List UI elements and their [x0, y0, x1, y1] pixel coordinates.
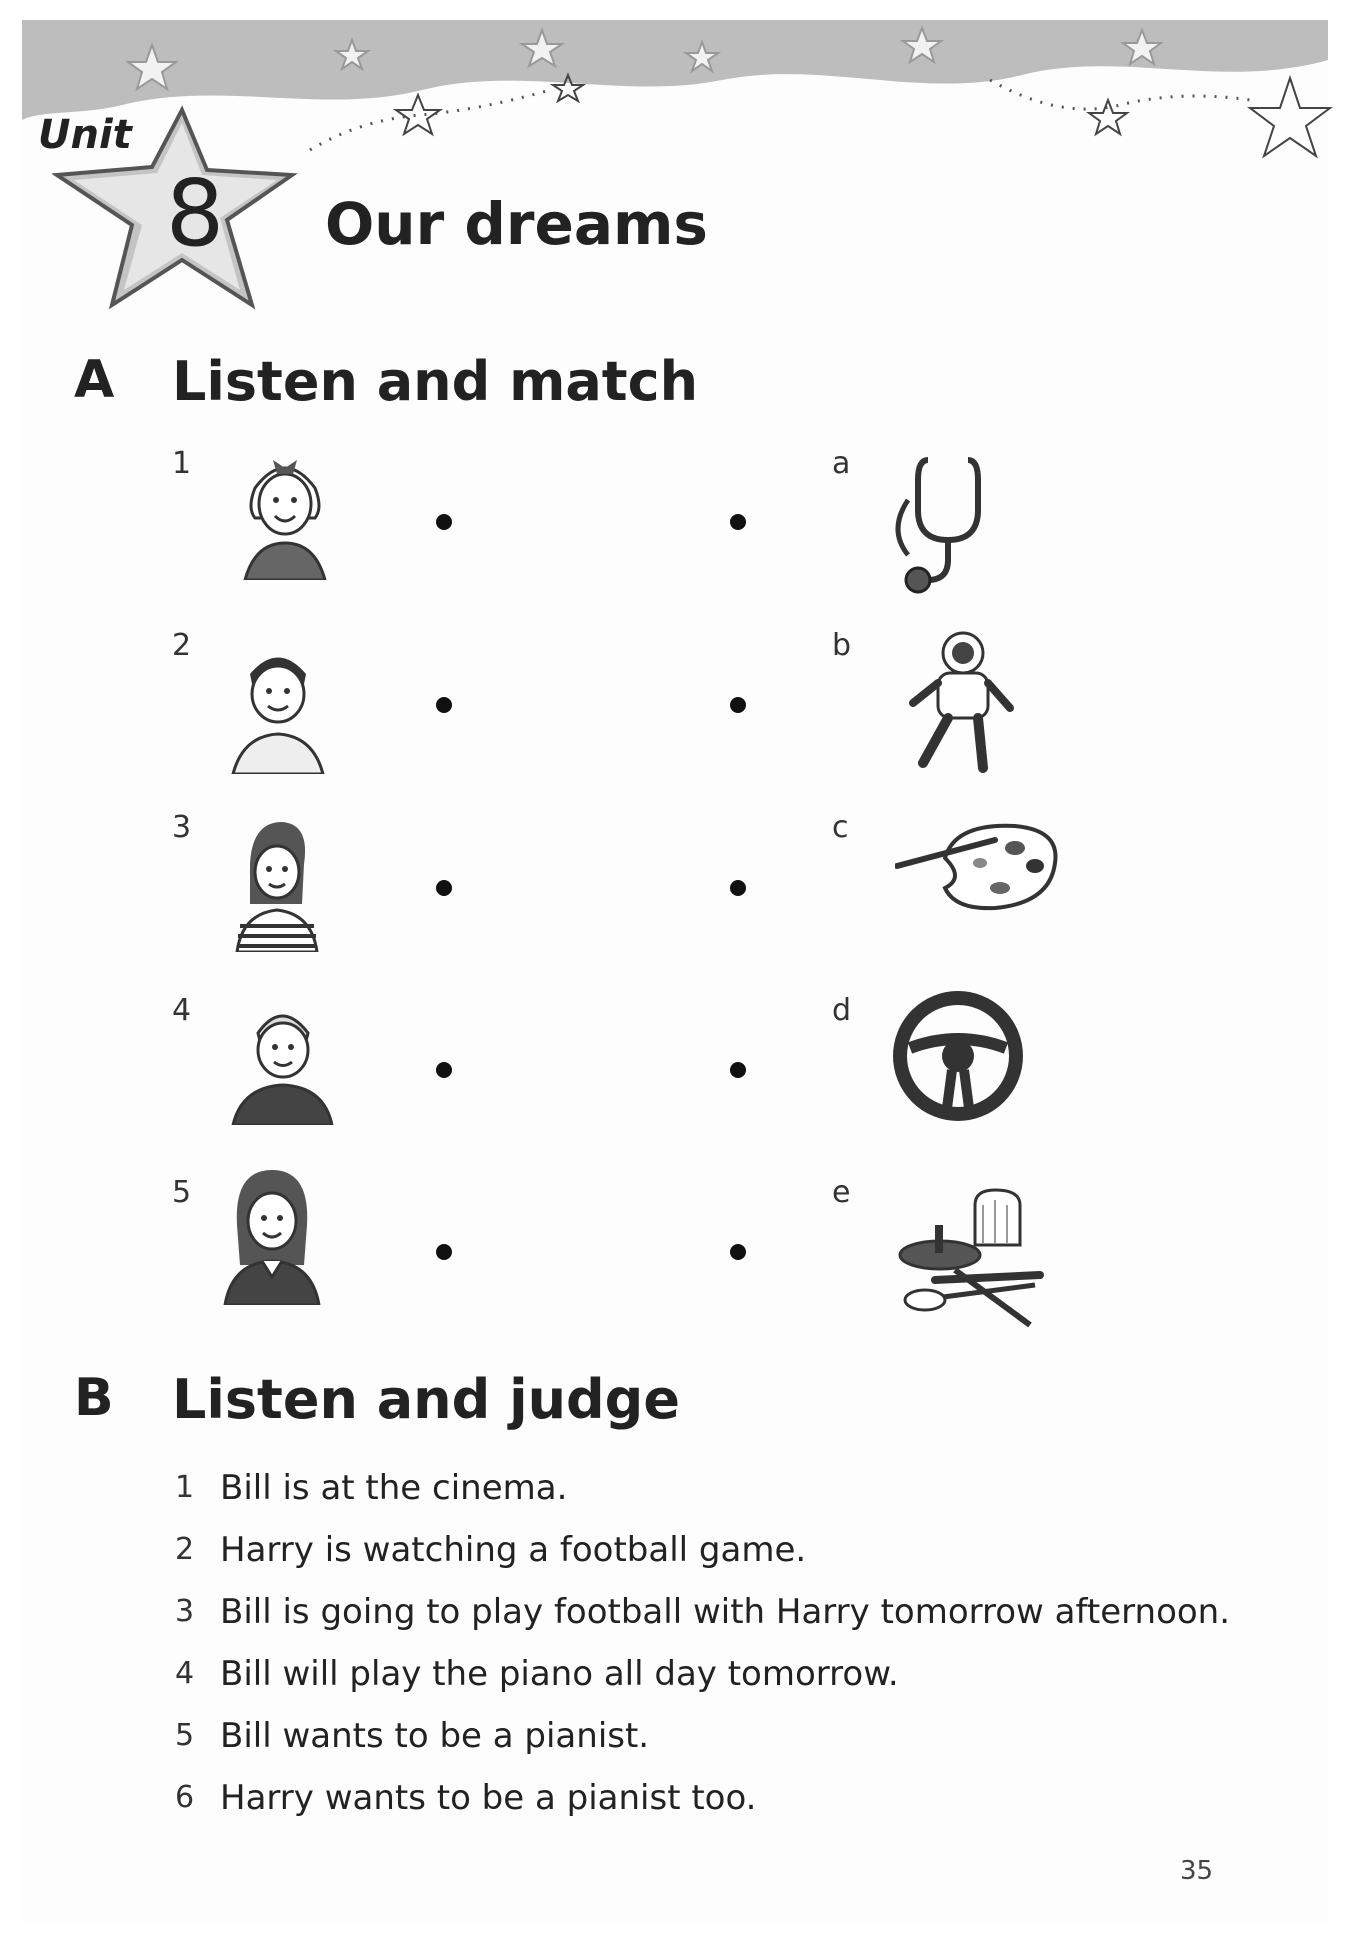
- match-dot-left[interactable]: [436, 514, 452, 530]
- dotted-star-trail: [300, 60, 1340, 180]
- judge-statement: Harry wants to be a pianist too.: [220, 1778, 757, 1818]
- girl-with-bow-icon: [235, 448, 335, 580]
- judge-statement: Bill is going to play football with Harry tomorrow afternoon.: [220, 1592, 1231, 1632]
- paint-palette-icon: [895, 818, 1065, 918]
- judge-statement: Bill will play the piano all day tomorrow.: [220, 1654, 899, 1694]
- judge-number: 2: [175, 1532, 195, 1567]
- boy-sweater-icon: [230, 995, 335, 1125]
- page-title: Our dreams: [325, 190, 708, 258]
- section-b-title: Listen and judge: [172, 1368, 680, 1431]
- match-dot-right[interactable]: [730, 1062, 746, 1078]
- match-dot-left[interactable]: [436, 1062, 452, 1078]
- match-right-letter: d: [832, 993, 852, 1028]
- judge-number: 1: [175, 1470, 195, 1505]
- judge-item: [170, 1776, 1270, 1820]
- judge-statement: Bill wants to be a pianist.: [220, 1716, 650, 1756]
- match-dot-left[interactable]: [436, 1244, 452, 1260]
- judge-item: [170, 1466, 1270, 1510]
- match-right-letter: c: [832, 810, 849, 845]
- chef-tools-icon: [895, 1185, 1045, 1333]
- match-right-letter: e: [832, 1175, 851, 1210]
- judge-item: [170, 1652, 1270, 1696]
- judge-number: 5: [175, 1718, 195, 1753]
- match-left-number: 1: [172, 446, 192, 481]
- judge-item: [170, 1714, 1270, 1758]
- judge-item: [170, 1590, 1270, 1634]
- judge-item: [170, 1528, 1270, 1572]
- match-dot-right[interactable]: [730, 697, 746, 713]
- boy-short-hair-icon: [228, 636, 328, 774]
- section-a-title: Listen and match: [172, 350, 699, 413]
- judge-number: 4: [175, 1656, 195, 1691]
- match-dot-left[interactable]: [436, 880, 452, 896]
- match-dot-right[interactable]: [730, 514, 746, 530]
- stethoscope-icon: [888, 450, 1008, 595]
- judge-number: 3: [175, 1594, 195, 1629]
- girl-long-hair-icon: [222, 1165, 322, 1305]
- page-number: 35: [1180, 1856, 1214, 1886]
- astronaut-icon: [898, 628, 1018, 778]
- judge-statement: Bill is at the cinema.: [220, 1468, 568, 1508]
- judge-number: 6: [175, 1780, 195, 1815]
- steering-wheel-icon: [892, 990, 1024, 1122]
- girl-striped-sweater-icon: [232, 814, 322, 952]
- section-b-letter: B: [74, 1368, 114, 1428]
- match-dot-left[interactable]: [436, 697, 452, 713]
- match-dot-right[interactable]: [730, 1244, 746, 1260]
- unit-label: Unit: [38, 112, 132, 158]
- match-left-number: 3: [172, 810, 192, 845]
- match-left-number: 5: [172, 1175, 192, 1210]
- match-left-number: 4: [172, 993, 192, 1028]
- judge-statement: Harry is watching a football game.: [220, 1530, 807, 1570]
- match-right-letter: b: [832, 628, 852, 663]
- section-a-letter: A: [74, 350, 115, 410]
- unit-number: 8: [165, 160, 225, 267]
- match-right-letter: a: [832, 446, 851, 481]
- match-left-number: 2: [172, 628, 192, 663]
- match-dot-right[interactable]: [730, 880, 746, 896]
